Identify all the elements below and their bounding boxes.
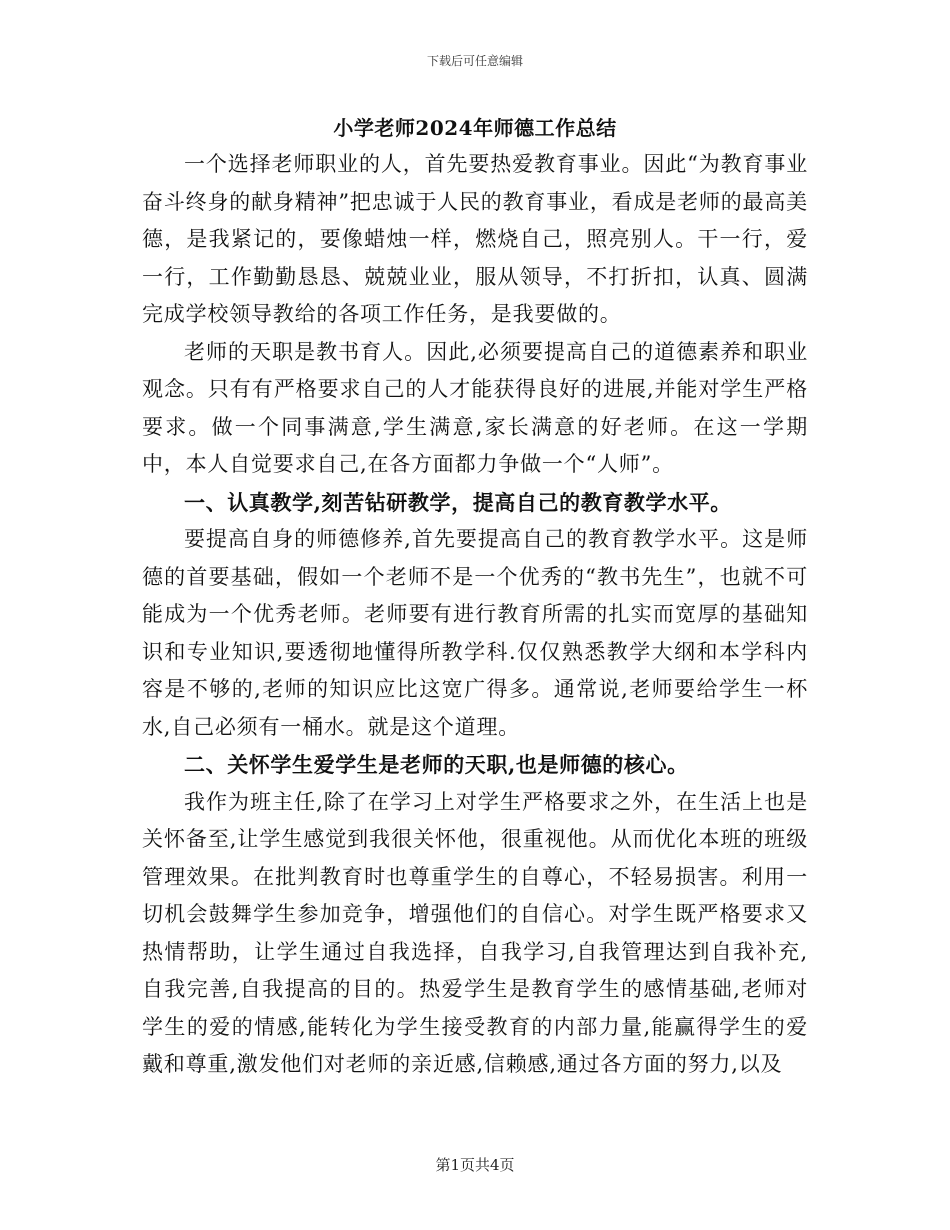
intro-paragraph-1: 一个选择老师职业的人，首先要热爱教育事业。因此“为教育事业奋斗终身的献身精神”把忠诚于人民的教育事业，看成是老师的最高美德，是我紧记的，要像蜡烛一样，燃烧自己，照亮别人。干一行，爱一行，工作勤勤恳恳、兢兢业业，服从领导，不打折扣，认真、圆满完成学校领导教给的各项工作任务，是我要做的。 (142, 152, 808, 326)
page-header-note: 下载后可任意编辑 (426, 54, 523, 68)
page-number: 第1页共4页 (435, 1156, 515, 1174)
document-body (142, 110, 808, 1084)
intro-paragraph-2: 老师的天职是教书育人。因此,必须要提高自己的道德素养和职业观念。只有有严格要求自己的人才能获得良好的进展,并能对学生严格要求。做一个同事满意,学生满意,家长满意的好老师。在这一学期中，本人自觉要求自己,在各方面都力争做一个“人师”。 (142, 339, 808, 476)
section-2-paragraph: 我作为班主任,除了在学习上对学生严格要求之外，在生活上也是关怀备至,让学生感觉到我很关怀他，很重视他。从而优化本班的班级管理效果。在批判教育时也尊重学生的自尊心，不轻易损害。利用一切机会鼓舞学生参加竞争，增强他们的自信心。对学生既严格要求又热情帮助，让学生通过自我选择，自我学习,自我管理达到自我补充,自我完善,自我提高的目的。热爱学生是教育学生的感情基础,老师对学生的爱的情感,能转化为学生接受教育的内部力量,能赢得学生的爱戴和尊重,激发他们对老师的亲近感,信赖感,通过各方面的努力,以及 (142, 789, 808, 1076)
section-1-heading: 一、认真教学,刻苦钻研教学，提高自己的教育教学水平。 (184, 489, 732, 515)
section-2-heading: 二、关怀学生爱学生是老师的天职,也是师德的核心。 (184, 752, 689, 777)
document-title: 小学老师2024年师德工作总结 (333, 116, 617, 140)
section-1-paragraph: 要提高自身的师德修养,首先要提高自己的教育教学水平。这是师德的首要基础，假如一个老师不是一个优秀的“教书先生”，也就不可能成为一个优秀老师。老师要有进行教育所需的扎实而宽厚的基础知识和专业知识,要透彻地懂得所教学科.仅仅熟悉教学大纲和本学科内容是不够的,老师的知识应比这宽广得多。通常说,老师要给学生一杯水,自己必须有一桶水。就是这个道理。 (142, 527, 808, 739)
